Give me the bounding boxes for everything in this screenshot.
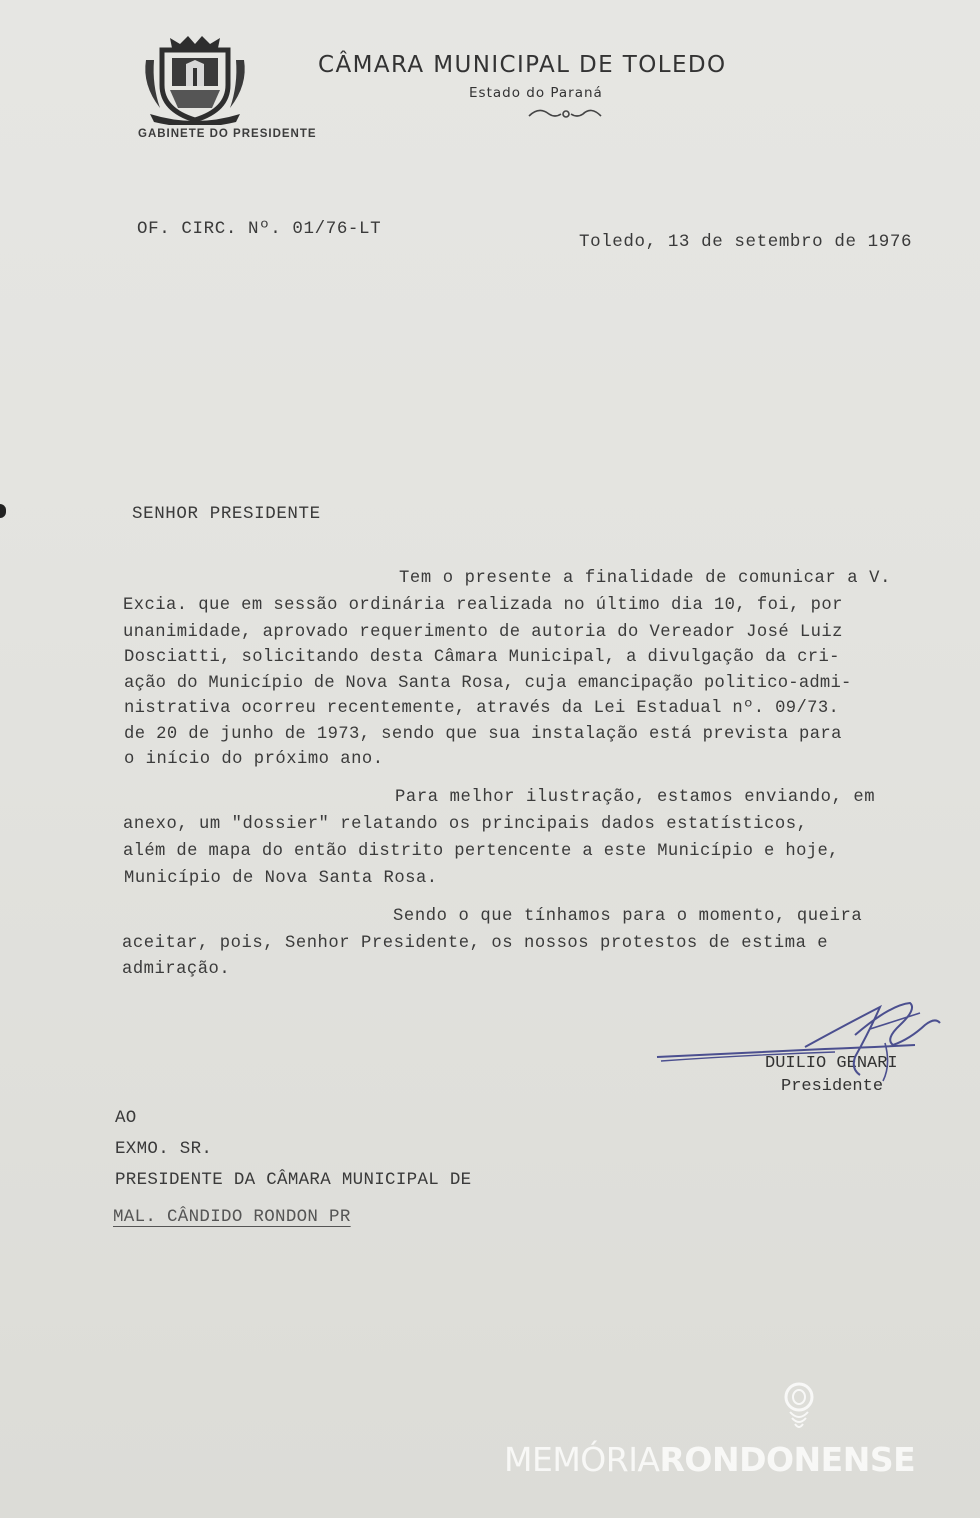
date-line: Toledo, 13 de setembro de 1976 (579, 232, 913, 252)
body-line: ação do Município de Nova Santa Rosa, cuja emancipação politico-admi- (124, 674, 852, 693)
body-line: aceitar, pois, Senhor Presidente, os nossos protestos de estima e (122, 934, 829, 953)
body-line: Município de Nova Santa Rosa. (124, 869, 438, 888)
addressee-line: AO (115, 1108, 137, 1128)
office-label: GABINETE DO PRESIDENTE (138, 128, 317, 140)
reference-number: OF. CIRC. Nº. 01/76-LT (137, 219, 382, 239)
addressee-line: EXMO. SR. (115, 1139, 213, 1159)
watermark-part1: MEMÓRIA (504, 1440, 660, 1479)
watermark-part2: RONDONENSE (659, 1440, 916, 1479)
body-line: o início do próximo ano. (124, 750, 384, 769)
body-line: de 20 de junho de 1973, sendo que sua instalação está prevista para (124, 725, 842, 744)
coat-of-arms-icon (140, 30, 250, 125)
body-line: Dosciatti, solicitando desta Câmara Municipal, a divulgação da cri- (124, 648, 840, 667)
signatory-name: DUILIO GENARI (765, 1054, 898, 1073)
addressee-line: PRESIDENTE DA CÂMARA MUNICIPAL DE (115, 1170, 472, 1190)
body-line: além de mapa do então distrito pertencente a este Município e hoje, (123, 842, 839, 861)
page-edge-mark (0, 504, 6, 518)
flourish-ornament-icon (525, 104, 605, 124)
state-name: Estado do Paraná (469, 85, 603, 101)
body-line: admiração. (122, 960, 231, 979)
addressee-city: MAL. CÂNDIDO RONDON PR (113, 1207, 351, 1227)
handwritten-signature-icon (655, 995, 945, 1085)
body-line: Para melhor ilustração, estamos enviando, em (395, 788, 876, 807)
salutation: SENHOR PRESIDENTE (132, 504, 321, 524)
watermark (504, 1440, 915, 1479)
body-line: anexo, um "dossier" relatando os principais dados estatísticos, (123, 815, 808, 834)
body-line: Excia. que em sessão ordinária realizada no último dia 10, foi, por (123, 596, 843, 615)
body-line: Sendo o que tínhamos para o momento, queira (393, 907, 863, 926)
organization-name: CÂMARA MUNICIPAL DE TOLEDO (318, 52, 727, 78)
signatory-title: Presidente (781, 1077, 884, 1096)
body-line: unanimidade, aprovado requerimento de autoria do Vereador José Luiz (123, 623, 843, 642)
body-line: nistrativa ocorreu recentemente, através da Lei Estadual nº. 09/73. (124, 699, 840, 718)
body-line: Tem o presente a finalidade de comunicar a V. (399, 569, 892, 588)
watermark-logo-icon (782, 1382, 816, 1434)
